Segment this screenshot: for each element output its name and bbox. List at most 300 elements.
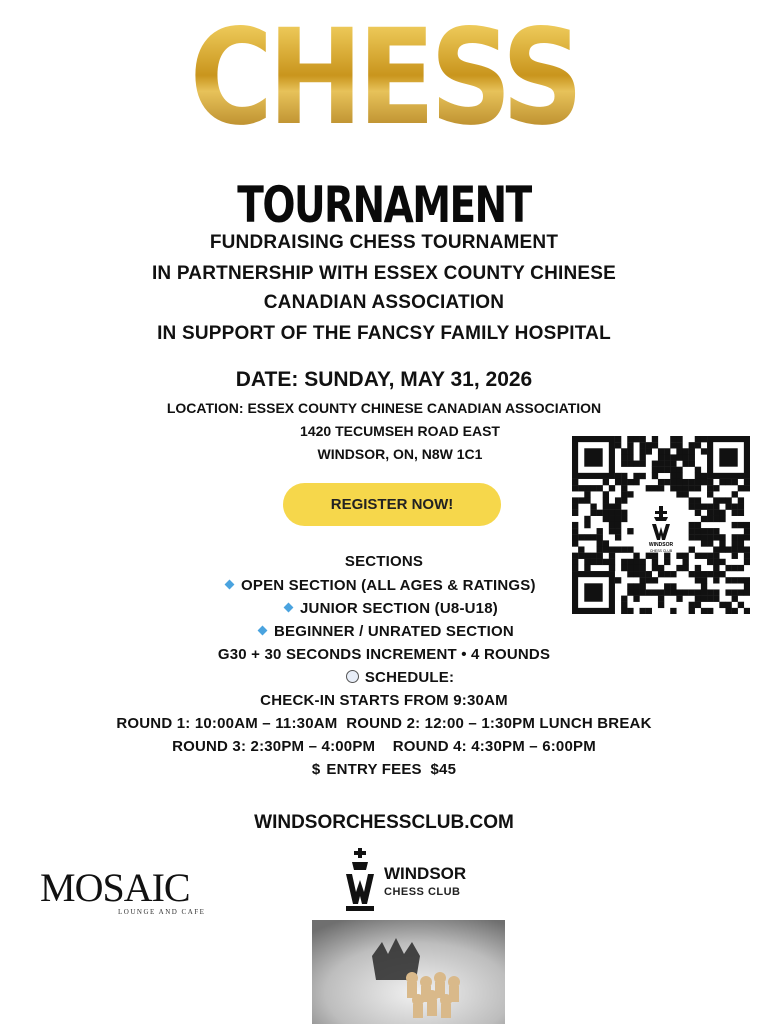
qr-module [701, 448, 707, 454]
qr-module [713, 546, 719, 552]
qr-module [701, 571, 707, 577]
rounds-row-2: ROUND 3: 2:30PM – 4:00PM ROUND 4: 4:30PM – 6:00PM [172, 738, 596, 755]
qr-module [707, 510, 713, 516]
qr-module [732, 510, 738, 516]
qr-module [578, 534, 584, 540]
purpose-line-3: CANADIAN ASSOCIATION [263, 292, 505, 313]
qr-module [640, 583, 646, 589]
qr-module [621, 608, 627, 614]
qr-module [603, 479, 609, 485]
chess-pieces-photo [312, 920, 505, 1024]
qr-module [597, 540, 603, 546]
qr-module [633, 583, 639, 589]
qr-module [640, 473, 646, 479]
qr-module [738, 546, 744, 552]
qr-module [744, 534, 750, 540]
qr-module [572, 534, 578, 540]
event-date: DATE: SUNDAY, MAY 31, 2026 [235, 368, 533, 391]
qr-module [633, 596, 639, 602]
qr-module [707, 485, 713, 491]
qr-module [646, 577, 652, 583]
qr-module [738, 497, 744, 503]
section-item-beginner [259, 623, 514, 640]
qr-module [701, 504, 707, 510]
qr-module [652, 589, 658, 595]
qr-module [744, 485, 750, 491]
qr-module [744, 577, 750, 583]
qr-module [615, 534, 621, 540]
qr-module [627, 546, 633, 552]
qr-module [615, 504, 621, 510]
qr-module [682, 461, 688, 467]
qr-module [572, 522, 578, 528]
qr-module [621, 497, 627, 503]
qr-module [695, 504, 701, 510]
qr-module [627, 479, 633, 485]
qr-module [652, 442, 658, 448]
qr-module [682, 491, 688, 497]
qr-module [707, 479, 713, 485]
qr-module [609, 516, 615, 522]
purpose-line-4: IN SUPPORT OF THE FANCSY FAMILY HOSPITAL [157, 323, 611, 344]
qr-module [658, 602, 664, 608]
qr-module [603, 504, 609, 510]
qr-module [701, 583, 707, 589]
qr-module [590, 510, 596, 516]
qr-module [664, 448, 670, 454]
qr-module [719, 540, 725, 546]
qr-module [689, 454, 695, 460]
qr-module [676, 436, 682, 442]
qr-module [640, 454, 646, 460]
mosaic-tagline: LOUNGE AND CAFE [118, 908, 206, 916]
qr-module [701, 528, 707, 534]
qr-module [603, 497, 609, 503]
qr-module [603, 510, 609, 516]
purpose-line-1: FUNDRAISING CHESS TOURNAMENT [209, 232, 559, 253]
qr-module [732, 577, 738, 583]
qr-finder-pattern [584, 448, 602, 466]
qr-module [738, 589, 744, 595]
qr-module [658, 461, 664, 467]
qr-module [572, 485, 578, 491]
qr-module [615, 577, 621, 583]
qr-module [627, 436, 633, 442]
qr-module [572, 479, 578, 485]
qr-module [572, 528, 578, 534]
qr-module [621, 454, 627, 460]
qr-module [615, 479, 621, 485]
qr-module [744, 479, 750, 485]
qr-module [719, 510, 725, 516]
qr-module [658, 485, 664, 491]
qr-module [640, 571, 646, 577]
qr-module [664, 583, 670, 589]
qr-module [713, 528, 719, 534]
mosaic-logo [40, 865, 220, 918]
qr-module [640, 436, 646, 442]
qr-module [658, 448, 664, 454]
qr-module [689, 461, 695, 467]
qr-module [695, 528, 701, 534]
qr-module [689, 528, 695, 534]
qr-module [713, 589, 719, 595]
qr-module [732, 540, 738, 546]
qr-module [584, 485, 590, 491]
time-control: G30 + 30 SECONDS INCREMENT • 4 ROUNDS [217, 646, 551, 663]
qr-module [676, 491, 682, 497]
section-item-open [226, 577, 536, 594]
qr-module [695, 589, 701, 595]
qr-module [627, 608, 633, 614]
qr-module [738, 534, 744, 540]
qr-module [640, 608, 646, 614]
qr-module [689, 504, 695, 510]
qr-module [719, 516, 725, 522]
qr-module [670, 571, 676, 577]
qr-module [670, 442, 676, 448]
qr-module [578, 485, 584, 491]
qr-module [676, 596, 682, 602]
qr-module [646, 608, 652, 614]
qr-module [707, 571, 713, 577]
qr-module [713, 510, 719, 516]
qr-module [640, 461, 646, 467]
qr-module [732, 589, 738, 595]
qr-module [725, 479, 731, 485]
qr-finder-pattern [584, 583, 602, 601]
qr-module [615, 510, 621, 516]
qr-module [670, 473, 676, 479]
qr-module [670, 467, 676, 473]
qr-module [670, 485, 676, 491]
qr-module [707, 528, 713, 534]
qr-module [597, 510, 603, 516]
qr-module [682, 479, 688, 485]
qr-module [652, 473, 658, 479]
qr-module [676, 442, 682, 448]
location-line-1: LOCATION: ESSEX COUNTY CHINESE CANADIAN ASSOCIATION [166, 400, 602, 416]
qr-module [609, 485, 615, 491]
qr-module [732, 479, 738, 485]
qr-module [682, 485, 688, 491]
diamond-bullet-icon [284, 603, 294, 613]
qr-module [689, 602, 695, 608]
section-item-label: OPEN SECTION (ALL AGES & RATINGS) [241, 577, 536, 594]
qr-module [689, 546, 695, 552]
qr-module [572, 504, 578, 510]
qr-module [627, 442, 633, 448]
qr-module [732, 608, 738, 614]
qr-module [682, 448, 688, 454]
qr-module [689, 497, 695, 503]
qr-module [627, 583, 633, 589]
qr-module [615, 473, 621, 479]
qr-module [590, 534, 596, 540]
qr-module [664, 479, 670, 485]
windsor-chess-club-logo [338, 846, 488, 916]
qr-module [719, 497, 725, 503]
qr-module [732, 546, 738, 552]
qr-module [676, 589, 682, 595]
qr-module [695, 571, 701, 577]
checkin-time: CHECK-IN STARTS FROM 9:30AM [260, 692, 508, 709]
section-item-label: JUNIOR SECTION (U8-U18) [300, 600, 498, 617]
qr-module [713, 485, 719, 491]
hero-title: CHESS [54, 12, 714, 144]
qr-module [725, 504, 731, 510]
qr-module [725, 589, 731, 595]
qr-module [658, 454, 664, 460]
qr-module [609, 510, 615, 516]
qr-module [744, 608, 750, 614]
rounds-row-1: ROUND 1: 10:00AM – 11:30AM ROUND 2: 12:00 – 1:30PM LUNCH BREAK [116, 715, 652, 732]
qr-module [689, 608, 695, 614]
qr-module [609, 546, 615, 552]
diamond-bullet-icon [258, 626, 268, 636]
qr-caption-2: CHESS CLUB [649, 549, 673, 553]
qr-module [664, 454, 670, 460]
qr-module [633, 589, 639, 595]
qr-module [646, 448, 652, 454]
qr-module [707, 540, 713, 546]
qr-module [627, 589, 633, 595]
qr-module [640, 577, 646, 583]
qr-module [584, 534, 590, 540]
qr-module [572, 510, 578, 516]
qr-module [732, 491, 738, 497]
qr-module [652, 461, 658, 467]
qr-module [695, 485, 701, 491]
qr-module [725, 546, 731, 552]
qr-module [609, 528, 615, 534]
qr-module [621, 479, 627, 485]
qr-module [682, 589, 688, 595]
section-item-junior [285, 600, 498, 617]
qr-module [701, 589, 707, 595]
qr-module [695, 479, 701, 485]
qr-module [621, 461, 627, 467]
qr-module [744, 528, 750, 534]
qr-module [609, 504, 615, 510]
qr-module [744, 583, 750, 589]
qr-module [701, 473, 707, 479]
qr-module [584, 522, 590, 528]
qr-module [633, 436, 639, 442]
qr-module [658, 589, 664, 595]
register-button[interactable]: REGISTER NOW! [283, 483, 501, 526]
qr-module [670, 589, 676, 595]
qr-module [621, 516, 627, 522]
qr-module [597, 534, 603, 540]
qr-module [633, 479, 639, 485]
qr-module [664, 571, 670, 577]
qr-module [695, 522, 701, 528]
qr-module [652, 577, 658, 583]
qr-module [658, 467, 664, 473]
qr-module [676, 448, 682, 454]
qr-module [633, 461, 639, 467]
qr-module [646, 485, 652, 491]
qr-module [689, 485, 695, 491]
qr-module [695, 510, 701, 516]
qr-module [615, 546, 621, 552]
qr-module [652, 485, 658, 491]
qr-module [719, 546, 725, 552]
qr-module [615, 436, 621, 442]
entry-fees: ENTRY FEES $45 [326, 761, 457, 778]
qr-module [689, 571, 695, 577]
qr-module [578, 546, 584, 552]
qr-module [621, 485, 627, 491]
qr-module [615, 442, 621, 448]
qr-module [627, 448, 633, 454]
qr-module [627, 528, 633, 534]
location-line-2: 1420 TECUMSEH ROAD EAST [300, 423, 500, 439]
qr-module [640, 448, 646, 454]
entry-fees-row [0, 761, 768, 778]
qr-module [689, 479, 695, 485]
qr-module [658, 596, 664, 602]
qr-module [738, 577, 744, 583]
qr-module [664, 467, 670, 473]
qr-module [701, 596, 707, 602]
qr-module [621, 596, 627, 602]
qr-finder-pattern [719, 448, 737, 466]
qr-module [707, 589, 713, 595]
qr-module [670, 436, 676, 442]
qr-module [701, 577, 707, 583]
qr-module [707, 516, 713, 522]
qr-module [627, 461, 633, 467]
qr-module [609, 522, 615, 528]
club-name: WINDSOR [384, 864, 467, 883]
qr-module [572, 540, 578, 546]
qr-module [738, 602, 744, 608]
qr-module [732, 534, 738, 540]
clock-icon [346, 670, 359, 683]
qr-module [738, 485, 744, 491]
qr-module [676, 479, 682, 485]
qr-module [578, 497, 584, 503]
qr-module [615, 497, 621, 503]
qr-module [732, 504, 738, 510]
qr-module [676, 467, 682, 473]
mosaic-wordmark: MOSAIC [40, 865, 190, 910]
qr-code[interactable] [572, 436, 750, 614]
qr-module [646, 589, 652, 595]
qr-module [713, 504, 719, 510]
qr-module [621, 473, 627, 479]
sections-title: SECTIONS [344, 553, 424, 570]
qr-module [621, 448, 627, 454]
qr-module [695, 577, 701, 583]
qr-module [584, 491, 590, 497]
qr-module [627, 571, 633, 577]
website-link[interactable]: WINDSORCHESSCLUB.COM [254, 812, 514, 833]
schedule-title-row [0, 669, 768, 686]
qr-module [732, 522, 738, 528]
qr-module [732, 596, 738, 602]
qr-module [646, 442, 652, 448]
qr-module [621, 546, 627, 552]
qr-module [738, 522, 744, 528]
qr-module [670, 479, 676, 485]
qr-module [719, 571, 725, 577]
qr-module [652, 467, 658, 473]
qr-module [689, 534, 695, 540]
qr-module [707, 491, 713, 497]
purpose-line-2: IN PARTNERSHIP WITH ESSEX COUNTY CHINESE [151, 263, 617, 284]
diamond-bullet-icon [225, 580, 235, 590]
location-line-3: WINDSOR, ON, N8W 1C1 [317, 446, 483, 462]
qr-module [664, 589, 670, 595]
qr-module [744, 546, 750, 552]
qr-module [725, 497, 731, 503]
section-item-label: BEGINNER / UNRATED SECTION [274, 623, 514, 640]
qr-module [627, 491, 633, 497]
qr-module [738, 510, 744, 516]
qr-module [707, 504, 713, 510]
qr-module [701, 436, 707, 442]
dollar-icon: $ [311, 761, 321, 778]
qr-module [701, 540, 707, 546]
qr-module [603, 516, 609, 522]
qr-module [719, 479, 725, 485]
qr-module [713, 596, 719, 602]
qr-module [695, 596, 701, 602]
qr-module [689, 522, 695, 528]
qr-module [597, 546, 603, 552]
qr-module [701, 534, 707, 540]
qr-module [658, 571, 664, 577]
qr-module [695, 497, 701, 503]
qr-module [701, 608, 707, 614]
schedule-title: SCHEDULE: [364, 669, 455, 686]
club-subtitle: CHESS CLUB [384, 886, 461, 898]
qr-module [695, 436, 701, 442]
qr-module [695, 442, 701, 448]
qr-module [633, 571, 639, 577]
qr-module [597, 485, 603, 491]
qr-module [584, 516, 590, 522]
qr-module [603, 491, 609, 497]
qr-module [695, 534, 701, 540]
qr-module [719, 602, 725, 608]
qr-module [738, 540, 744, 546]
qr-module [695, 473, 701, 479]
qr-module [627, 454, 633, 460]
qr-module [652, 436, 658, 442]
qr-module [646, 571, 652, 577]
qr-module [670, 608, 676, 614]
qr-module [640, 589, 646, 595]
qr-module [658, 479, 664, 485]
qr-module [670, 461, 676, 467]
qr-module [689, 448, 695, 454]
qr-module [725, 608, 731, 614]
qr-module [572, 497, 578, 503]
qr-module [707, 608, 713, 614]
qr-module [621, 510, 627, 516]
qr-module [621, 602, 627, 608]
qr-module [713, 497, 719, 503]
qr-module [670, 454, 676, 460]
qr-module [590, 485, 596, 491]
qr-module [676, 454, 682, 460]
qr-module [670, 583, 676, 589]
qr-module [707, 534, 713, 540]
